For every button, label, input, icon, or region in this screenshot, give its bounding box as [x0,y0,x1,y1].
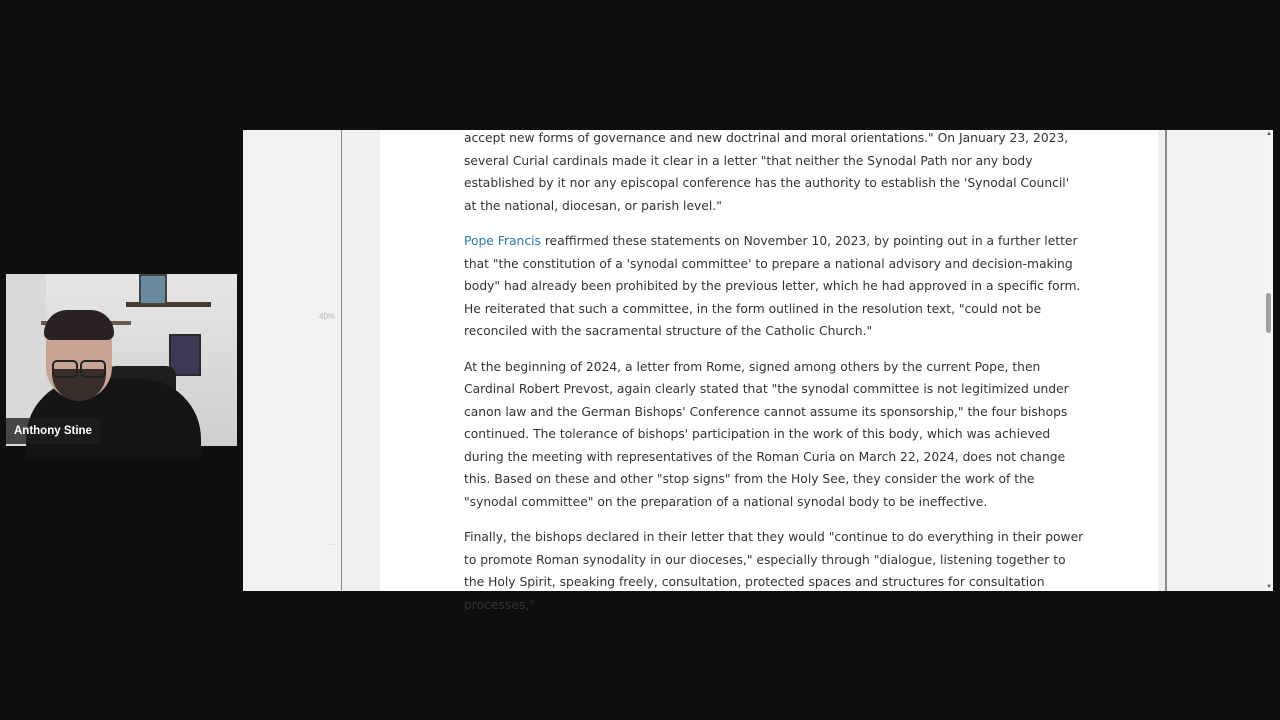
participant-name: Anthony Stine [6,418,100,444]
right-margin [1165,130,1267,591]
glasses-icon [52,360,106,376]
zoom-label: 40% [319,312,336,321]
article-page [380,130,1158,612]
article-link[interactable]: Pope Francis [464,234,541,248]
article-paragraph [464,356,1084,514]
video-person-hair [44,310,114,340]
vertical-scrollbar[interactable] [1265,130,1273,591]
video-icon-frame [139,274,167,305]
scroll-thumb[interactable] [1266,293,1271,333]
side-dots: .... [327,538,336,547]
article-body [464,127,1084,629]
article-paragraph [464,230,1084,343]
paragraph-text: accept new forms of governance and new doctrinal and moral orientations." On January 23, 2023, several Curial cardinals made it clear in a letter "that neither the Synodal Path nor any body established by it nor any episcopal conference has the authority to establish the 'Synodal Council' at the national, diocesan, or parish level." [464,131,1070,213]
paragraph-text: reaffirmed these statements on November 10, 2023, by pointing out in a further letter that "the constitution of a 'synodal committee' to prepare a national advisory and decision-making body" had already been prohibited by the previous letter, which he had approved in a specific form. He reiterated that such a committee, in the form outlined in the resolution text, "could not be reconciled with the sacramental structure of the Catholic Church." [464,234,1081,338]
scroll-up-icon[interactable]: ▲ [1266,131,1272,137]
paragraph-text: Finally, the bishops declared in their letter that they would "continue to do everything in their power to promote Roman synodality in our dioceses," especially through "dialogue, listening together to the Holy Spirit, speaking freely, consultation, protected spaces and structures for consultation processes," [464,530,1084,612]
paragraph-text: At the beginning of 2024, a letter from Rome, signed among others by the current Pope, then Cardinal Robert Prevost, again clearly stated that "the synodal committee is not legitimized under canon law and the German Bishops' Conference cannot assume its sponsorship," the four bishops continued. The tolerance of bishops' participation in the work of this body, which was achieved during the meeting with representatives of the Roman Curia on March 22, 2024, does not change this. Based on these and other "stop signs" from the Holy See, they consider the work of the "synodal committee" on the preparation of a national synodal body to be ineffective. [464,359,1069,509]
shared-screen [243,130,1273,612]
participant-video[interactable] [6,274,237,446]
scroll-down-icon[interactable]: ▼ [1266,584,1272,590]
left-margin [243,130,342,591]
article-paragraph [464,127,1084,217]
article-paragraph [464,526,1084,616]
